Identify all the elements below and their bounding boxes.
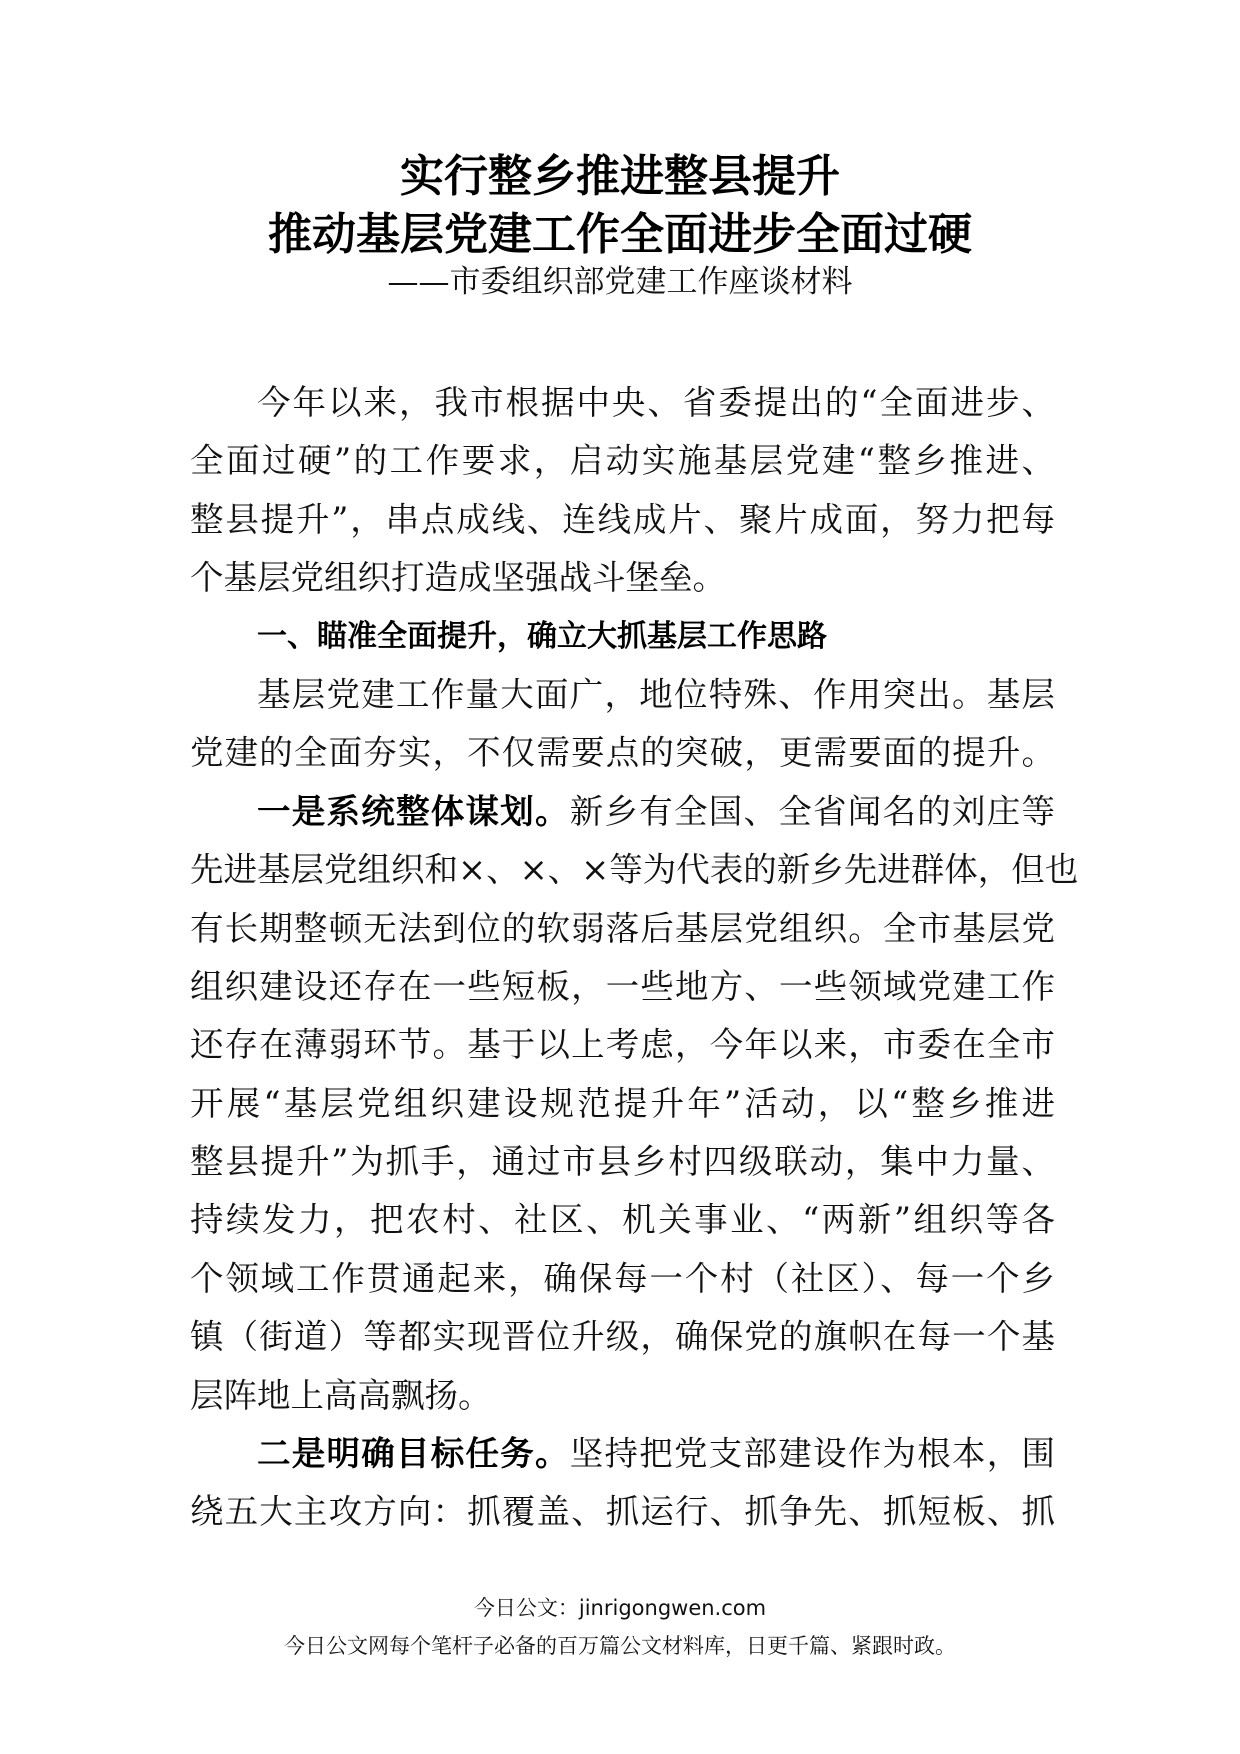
body-text	[190, 374, 1079, 1542]
paragraph-3-text: 新乡有全国、全省闻名的刘庄等	[569, 791, 1055, 831]
paragraph-3-line: 还存在薄弱环节。基于以上考虑，今年以来，市委在全市	[190, 1025, 1055, 1065]
subtitle: ——市委组织部党建工作座谈材料	[387, 264, 853, 300]
paragraph-1-line: 今年以来，我市根据中央、省委提出的“全面进步、	[257, 383, 1055, 422]
paragraph-1-line: 个基层党组织打造成坚强战斗堡垒。	[190, 558, 726, 598]
paragraph-4-text: 坚持把党支部建设作为根本，围	[569, 1434, 1055, 1474]
title-line-1: 实行整乡推进整县提升	[400, 151, 840, 202]
paragraph-3-lead: 一是系统整体谋划。	[257, 791, 570, 831]
title-block	[0, 148, 1240, 264]
paragraph-3-line: 有长期整顿无法到位的软弱落后基层党组织。全市基层党	[190, 908, 1055, 948]
paragraph-3-line: 整县提升”为抓手，通过市县乡村四级联动，集中力量、	[190, 1142, 1055, 1182]
paragraph-3-line: 先进基层党组织和×、×、×等为代表的新乡先进群体，但也	[190, 850, 1079, 890]
paragraph-4-line	[190, 1425, 1055, 1483]
paragraph-4-lead: 二是明确目标任务。	[257, 1434, 570, 1474]
paragraph-3-line: 开展“基层党组织建设规范提升年”活动，以“整乡推进	[190, 1083, 1055, 1123]
paragraph-2-line: 基层党建工作量大面广，地位特殊、作用突出。基层	[257, 674, 1055, 714]
paragraph-3-line: 持续发力，把农村、社区、机关事业、“两新”组织等各	[190, 1200, 1055, 1240]
paragraph-3-line: 层阵地上高高飘扬。	[190, 1375, 492, 1415]
paragraph-3-line: 镇（街道）等都实现晋位升级，确保党的旗帜在每一个基	[190, 1317, 1055, 1357]
footer-site-link[interactable]: 今日公文：jinrigongwen.com	[473, 1596, 767, 1620]
section-heading-1: 一、瞄准全面提升，确立大抓基层工作思路	[257, 618, 827, 654]
paragraph-3-line	[190, 783, 1055, 841]
footer-slogan: 今日公文网每个笔杆子必备的百万篇公文材料库，日更千篇、紧跟时政。	[284, 1634, 956, 1658]
paragraph-3-line: 个领域工作贯通起来，确保每一个村（社区）、每一个乡	[190, 1258, 1055, 1298]
paragraph-3-line: 组织建设还存在一些短板，一些地方、一些领域党建工作	[190, 966, 1055, 1006]
paragraph-4-line: 绕五大主攻方向：抓覆盖、抓运行、抓争先、抓短板、抓	[190, 1492, 1055, 1532]
paragraph-1-line: 全面过硬”的工作要求，启动实施基层党建“整乡推进、	[190, 441, 1055, 481]
title-line-2: 推动基层党建工作全面进步全面过硬	[268, 209, 972, 260]
paragraph-1-line: 整县提升”，串点成线、连线成片、聚片成面，努力把每	[190, 499, 1055, 539]
paragraph-2-line: 党建的全面夯实，不仅需要点的突破，更需要面的提升。	[190, 733, 1055, 773]
